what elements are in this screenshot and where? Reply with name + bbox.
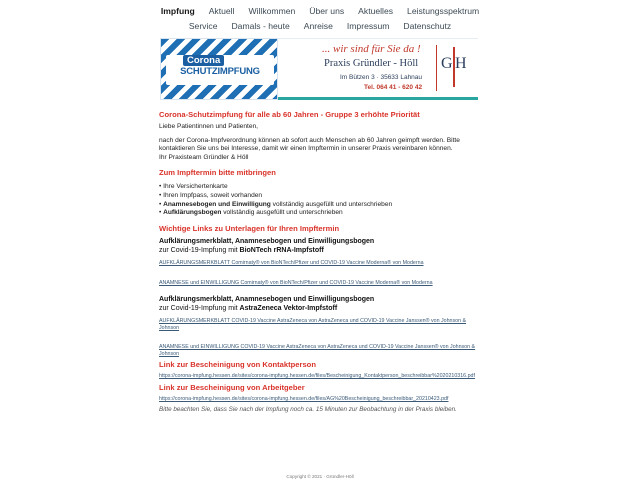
practice-phone: Tel. 064 41 - 620 42: [364, 84, 423, 91]
nav-item-datenschutz[interactable]: Datenschutz: [403, 21, 452, 31]
list-item: • Ihre Versichertenkarte: [159, 183, 228, 191]
list-item: • Ihren Impfpass, soweit vorhanden: [159, 191, 263, 199]
corona-vaccination-graphic: [160, 38, 278, 100]
list-item-text: Ihren Impfpass, soweit vorhanden: [163, 191, 263, 199]
astra-sub-bold: AstraZeneca Vektor-Impfstoff: [239, 304, 338, 312]
nav-row-2: [0, 19, 640, 34]
biontech-consent-link[interactable]: ANAMNESE und EINWILLIGUNG Comirnaty® von BioNTech/Pfizer und COVID-19 Vaccine Moderna® von Moderna: [159, 279, 433, 286]
bring-list: [159, 183, 481, 217]
corona-word: Corona: [183, 55, 224, 66]
nav-row-1: [0, 4, 640, 19]
list-item: • Anamnesebogen und Einwilligung vollständig ausgefüllt und unterschrieben: [159, 200, 393, 208]
main-navigation: [0, 4, 640, 34]
list-item-text: vollständig ausgefüllt und unterschrieben: [270, 200, 393, 208]
nav-item-aktuelles[interactable]: Aktuelles: [358, 6, 394, 16]
intro-text: nach der Corona-Impfverordnung können ab sofort auch Menschen ab 60 Jahren geimpft werden. Bitte kontaktieren Sie uns bei Interesse, damit wir einen Impftermin in unserer Praxis vereinbaren können.: [159, 136, 460, 153]
tagline: ... wir sind für Sie da !: [322, 43, 421, 55]
nav-item-aktuell[interactable]: Aktuell: [208, 6, 235, 16]
practice-name: Praxis Gründler - Höll: [324, 58, 419, 69]
biontech-title: Aufklärungsmerkblatt, Anamnesebogen und Einwilligungsbogen: [159, 237, 375, 245]
footer-copyright: Copyright © 2021 · Gründler-Höll: [286, 474, 354, 479]
arbeit-heading: Link zur Bescheinigung von Arbeitgeber: [159, 382, 305, 392]
corona-subtitle: SCHUTZIMPFUNG: [180, 66, 260, 77]
nav-item-ueber-uns[interactable]: Über uns: [309, 6, 345, 16]
nav-item-damals-heute[interactable]: Damals - heute: [231, 21, 290, 31]
links-heading: Wichtige Links zu Unterlagen für Ihren Impftermin: [159, 223, 340, 233]
banner-accent-strip: [278, 97, 478, 100]
biontech-subtitle: [159, 246, 481, 255]
nav-item-anreise[interactable]: Anreise: [303, 21, 333, 31]
nav-item-impfung[interactable]: Impfung: [160, 6, 195, 16]
greeting: Liebe Patientinnen und Patienten,: [159, 123, 258, 130]
page-title: Corona-Schutzimpfung für alle ab 60 Jahren - Gruppe 3 erhöhte Priorität: [159, 110, 420, 119]
list-item-bold: Aufklärungsbogen: [163, 209, 222, 217]
practice-info: [278, 38, 478, 100]
astra-sub-pre: zur Covid-19-Impfung mit: [159, 304, 240, 312]
logo-letter-g: G: [441, 55, 453, 72]
main-content: [159, 110, 481, 414]
signoff: Ihr Praxisteam Gründler & Höll: [159, 153, 249, 161]
kontakt-link[interactable]: https://corona-impfung.hessen.de/sites/corona-impfung.hessen.de/files/Bescheinigung_Kontaktperson_beschreibbar%2020210316.pdf: [159, 372, 475, 379]
list-item-text: Ihre Versichertenkarte: [163, 183, 228, 191]
caduceus-logo-icon: [436, 45, 472, 91]
astra-consent-link[interactable]: ANAMNESE und EINWILLIGUNG COVID-19 Vaccine AstraZeneca von AstraZeneca und COVID-19 Vaccine Janssen® von Johnson & Johnson: [159, 343, 476, 357]
kontakt-heading: Link zur Bescheinigung von Kontaktperson: [159, 359, 316, 369]
header-banner: [160, 38, 478, 100]
practice-address: Im Bützen 3 · 35633 Lahnau: [340, 74, 423, 81]
arbeit-link[interactable]: https://corona-impfung.hessen.de/sites/corona-impfung.hessen.de/files/AG%20Bescheinigung_beschreibbar_20210423.pdf: [159, 395, 449, 402]
astra-title: Aufklärungsmerkblatt, Anamnesebogen und Einwilligungsbogen: [159, 295, 375, 303]
nav-item-impressum[interactable]: Impressum: [346, 21, 390, 31]
nav-item-leistungsspektrum[interactable]: Leistungsspektrum: [407, 6, 480, 16]
observation-note: Bitte beachten Sie, dass Sie nach der Impfung noch ca. 15 Minuten zur Beobachtung in der Praxis bleiben.: [159, 405, 457, 413]
bring-heading: Zum Impftermin bitte mitbringen: [159, 168, 276, 178]
logo-letter-h: H: [455, 55, 467, 72]
astra-info-link[interactable]: AUFKLÄRUNGSMERKBLATT COVID-19 Vaccine AstraZeneca von AstraZeneca und COVID-19 Vaccine Janssen® von Johnson & Johnson: [159, 317, 467, 331]
astra-subtitle: [159, 304, 481, 313]
biontech-sub-pre: zur Covid-19-Impfung mit: [159, 246, 240, 254]
biontech-info-link[interactable]: AUFKLÄRUNGSMERKBLATT Comirnaty® von BioNTech/Pfizer und COVID-19 Vaccine Moderna® von Moderna: [159, 259, 424, 266]
nav-item-willkommen[interactable]: Willkommen: [248, 6, 296, 16]
nav-item-service[interactable]: Service: [188, 21, 218, 31]
list-item-bold: Anamnesebogen und Einwilligung: [163, 200, 271, 208]
list-item-text: vollständig ausgefüllt und unterschrieben: [221, 209, 343, 217]
biontech-sub-bold: BioNTech rRNA-Impfstoff: [239, 246, 324, 254]
list-item: • Aufklärungsbogen vollständig ausgefüllt und unterschrieben: [159, 209, 343, 217]
